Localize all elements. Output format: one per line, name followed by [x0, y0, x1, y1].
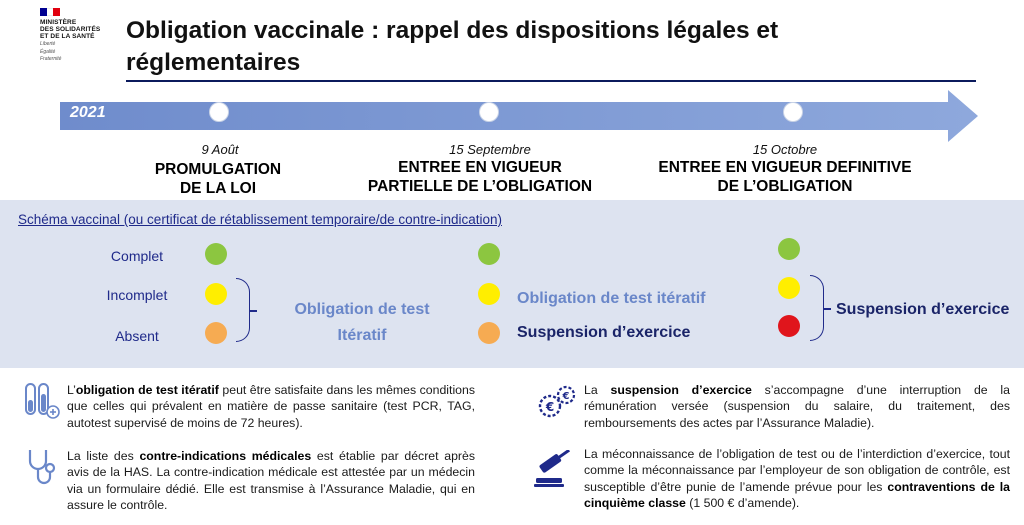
french-flag-icon [40, 8, 60, 16]
suspension-col2: Suspension d’exercice [517, 324, 691, 341]
logo-motto: Fraternité [40, 56, 62, 62]
status-dot-orange [205, 322, 227, 344]
info-amende: La méconnaissance de l’obligation de test ou de l’interdiction d’exercice, tout comme la méconnaissance par l’employeur de son obligation de contrôle, est susceptible d’être punie de l’amende prévue pour les contraventions de la cinquième classe (1 500 € d’amende). [584, 447, 1010, 510]
status-dot-green [205, 243, 227, 265]
logo-motto: Liberté [40, 41, 56, 47]
info-contre-indications: La liste des contre-indications médicales est établie par décret après avis de la HAS. La contre-indication médicale est attestée par un médecin via un formulaire dédié. Elle est transmise à l’Assurance Maladie, qui en assure le contrôle. [67, 449, 475, 512]
gavel-icon [534, 450, 578, 490]
svg-text:€: € [562, 391, 570, 402]
milestone-label: PROMULGATION DE LA LOI [154, 161, 282, 197]
status-dot-red [778, 315, 800, 337]
svg-text:€: € [545, 400, 555, 414]
status-absent: Absent [115, 328, 159, 344]
logo-line: ET DE LA SANTÉ [40, 33, 95, 40]
info-test-iteratif: L’obligation de test itératif peut être satisfaite dans les mêmes conditions que celles qui prévalent en matière de passe sanitaire (test PCR, TAG, autotest supervisé de moins de 72 heures). [67, 383, 476, 430]
test-tube-icon [22, 382, 60, 422]
milestone-marker [783, 102, 803, 122]
logo-line: DES SOLIDARITÉS [40, 26, 101, 33]
milestone-date: 15 Octobre [752, 142, 818, 157]
schema-title: Schéma vaccinal (ou certificat de rétablissement temporaire/de contre-indication) [18, 212, 502, 227]
status-complete: Complet [110, 248, 164, 264]
ministry-logo [40, 8, 112, 63]
info-suspension: La suspension d’exercice s’accompagne d’une interruption de la rémunération versée (suspension du salaire, du traitement, des remboursements des actes par l’Assurance Maladie). [584, 383, 1010, 430]
logo-motto: Égalité [40, 48, 56, 55]
stethoscope-icon [24, 447, 60, 487]
milestone-label: ENTREE EN VIGUEUR PARTIELLE DE L’OBLIGATION [367, 159, 593, 195]
logo-line: MINISTÈRE [40, 19, 77, 26]
title-divider [126, 80, 976, 82]
obligation-test-col2: Obligation de test itératif [517, 290, 706, 307]
status-dot-yellow [478, 283, 500, 305]
milestone-marker [209, 102, 229, 122]
bracket [810, 275, 824, 341]
status-dot-green [478, 243, 500, 265]
status-dot-yellow [778, 277, 800, 299]
status-dot-orange [478, 322, 500, 344]
milestone-date: 15 Septembre [449, 142, 531, 157]
page-title: Obligation vaccinale : rappel des dispositions légales et réglementaires [126, 17, 779, 76]
suspension-col3: Suspension d’exercice [836, 301, 1010, 318]
milestone-marker [479, 102, 499, 122]
obligation-test-col1: Obligation de test Itératif [294, 301, 430, 344]
milestone-date: 9 Août [201, 142, 239, 157]
bracket [236, 278, 250, 342]
timeline-year: 2021 [70, 104, 106, 121]
status-dot-yellow [205, 283, 227, 305]
euro-gears-icon [536, 384, 578, 420]
milestone-label: ENTREE EN VIGUEUR DEFINITIVE DE L’OBLIGATION [658, 159, 912, 195]
status-dot-green [778, 238, 800, 260]
status-incomplete: Incomplet [106, 287, 168, 303]
